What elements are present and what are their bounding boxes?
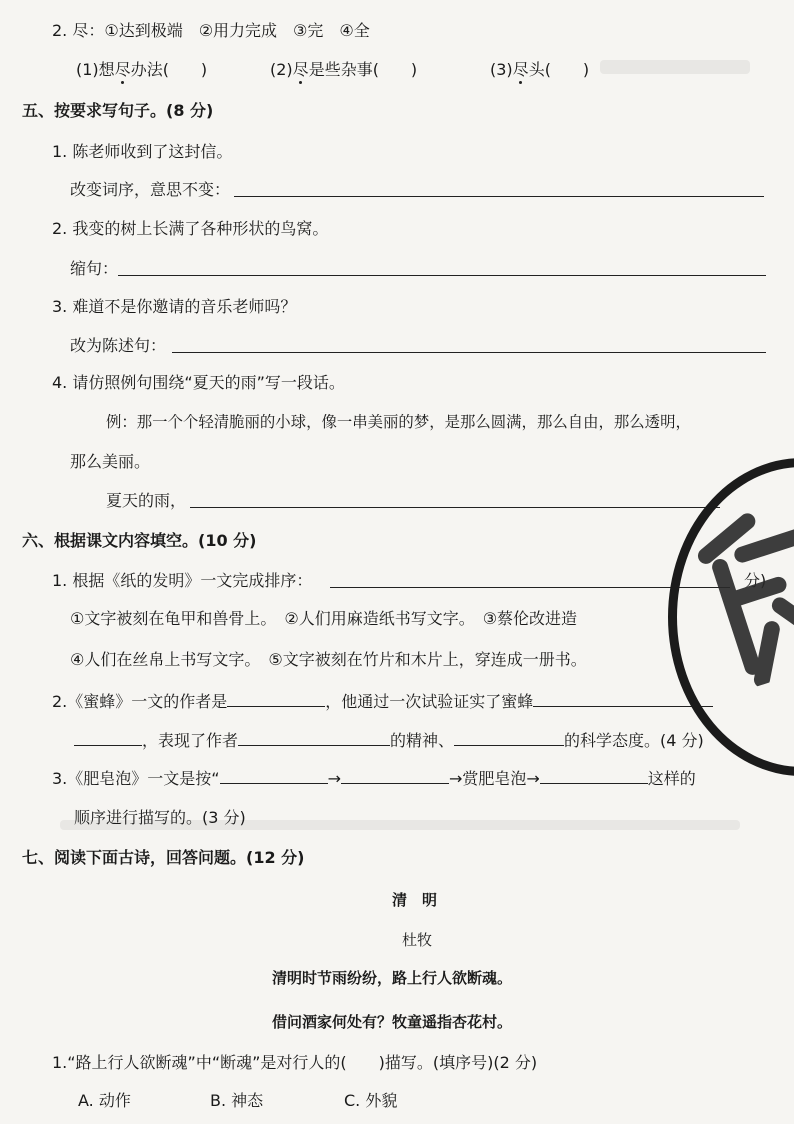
s6-q2-blank-1[interactable] xyxy=(74,729,142,746)
s6-q3-blank-3[interactable] xyxy=(540,767,648,784)
s6-q2-line-2: ，表现了作者 的精神、 的科学态度。(4 分) xyxy=(74,729,704,753)
s6-q1: 1. 根据《纸的发明》一文完成排序： xyxy=(52,571,313,590)
s6-q1-tail: 分) xyxy=(744,571,767,590)
s5-q3-answer-line[interactable] xyxy=(172,352,766,353)
section-7-heading: 七、阅读下面古诗，回答问题。(12 分) xyxy=(22,848,305,867)
s6-q3-blank-1[interactable] xyxy=(220,767,328,784)
s7-q1-option-b[interactable]: B. 神态 xyxy=(210,1091,264,1110)
s5-q4-example-line-1: 例：那一个个轻清脆丽的小球，像一串美丽的梦，是那么圆满，那么自由，那么透明， xyxy=(106,413,691,431)
s6-q1-options-2: ④人们在丝帛上书写文字。 ⑤文字被刻在竹片和木片上，穿连成一册书。 xyxy=(70,650,587,669)
section-5-heading: 五、按要求写句子。(8 分) xyxy=(22,101,214,120)
s6-q2-blank-attitude[interactable] xyxy=(454,729,564,746)
q2-item-2: (2)尽是些杂事( ) xyxy=(270,60,418,79)
s6-q3-line-2: 顺序进行描写的。(3 分) xyxy=(74,808,246,827)
s7-q1: 1.“路上行人欲断魂”中“断魂”是对行人的( )描写。(填序号)(2 分) xyxy=(52,1053,538,1072)
seal-glyph xyxy=(678,490,794,723)
s5-q1: 1. 陈老师收到了这封信。 xyxy=(52,142,233,161)
poem-title: 清 明 xyxy=(392,891,438,909)
s6-q2-blank-spirit[interactable] xyxy=(238,729,390,746)
s5-q2-label: 缩句： xyxy=(70,259,119,278)
s5-q3: 3. 难道不是你邀请的音乐老师吗？ xyxy=(52,297,297,316)
s5-q2-answer-line[interactable] xyxy=(118,275,766,276)
s5-q4-answer-line[interactable] xyxy=(190,507,720,508)
scan-smudge xyxy=(600,60,750,74)
q2-item-3: (3)尽头( ) xyxy=(490,60,590,79)
poem-line-2: 借问酒家何处有？牧童遥指杏花村。 xyxy=(272,1013,513,1031)
s7-q1-option-a[interactable]: A. 动作 xyxy=(78,1091,131,1110)
s7-q1-option-c[interactable]: C. 外貌 xyxy=(344,1091,398,1110)
s6-q1-options-1: ①文字被刻在龟甲和兽骨上。 ②人们用麻造纸书写文字。 ③蔡伦改进造 xyxy=(70,609,578,628)
s5-q2: 2. 我变的树上长满了各种形状的鸟窝。 xyxy=(52,219,329,238)
section-6-heading: 六、根据课文内容填空。(10 分) xyxy=(22,531,257,550)
s5-q1-answer-line[interactable] xyxy=(234,196,764,197)
s5-q4-label: 夏天的雨， xyxy=(106,491,187,510)
s5-q4: 4. 请仿照例句围绕“夏天的雨”写一段话。 xyxy=(52,373,345,392)
s5-q1-label: 改变词序，意思不变： xyxy=(70,180,231,199)
poem-line-1: 清明时节雨纷纷，路上行人欲断魂。 xyxy=(272,969,513,987)
s6-q2-line-1: 2.《蜜蜂》一文的作者是 ，他通过一次试验证实了蜜蜂 xyxy=(52,690,713,714)
q2-stem: 2. 尽：①达到极端 ②用力完成 ③完 ④全 xyxy=(52,21,370,40)
s6-q3-blank-2[interactable] xyxy=(341,767,449,784)
s6-q3-line-1: 3.《肥皂泡》一文是按“ → →赏肥皂泡→ 这样的 xyxy=(52,769,696,788)
poem-author: 杜牧 xyxy=(402,931,433,949)
s6-q2-blank-author[interactable] xyxy=(227,690,325,707)
s5-q3-label: 改为陈述句： xyxy=(70,336,167,355)
s5-q4-example-line-2: 那么美丽。 xyxy=(70,452,151,471)
q2-item-1: (1)想尽办法( ) xyxy=(76,60,208,79)
